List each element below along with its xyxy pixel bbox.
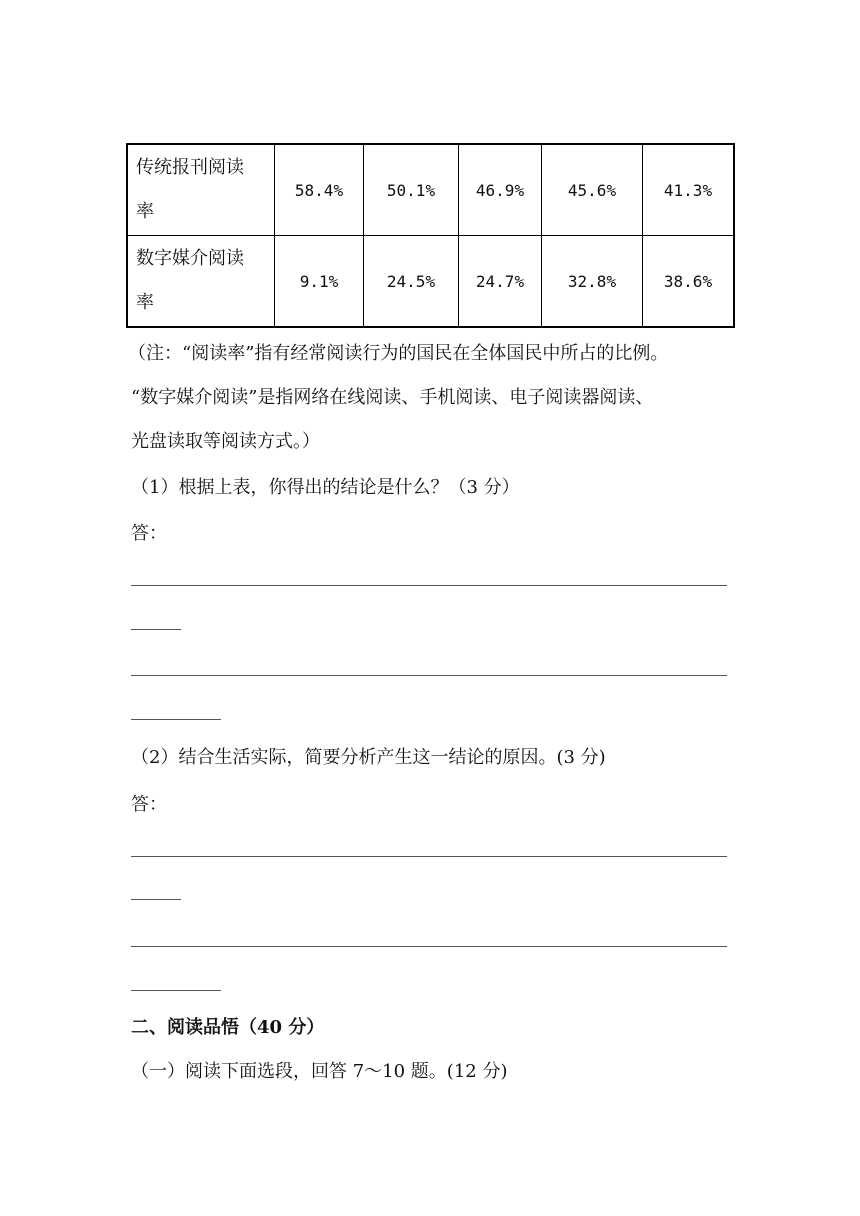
table-row bbox=[127, 144, 734, 236]
table-cell: 38.6% bbox=[643, 236, 735, 328]
row-label-line: 率 bbox=[136, 201, 154, 222]
note-line: “数字媒介阅读”是指网络在线阅读、手机阅读、电子阅读器阅读、 bbox=[131, 387, 654, 408]
row-label-line: 率 bbox=[136, 292, 154, 313]
row-label-line: 传统报刊阅读 bbox=[136, 157, 244, 178]
section-subheading: （一）阅读下面选段，回答 7～10 题。(12 分) bbox=[131, 1061, 508, 1082]
answer-line bbox=[131, 629, 181, 630]
table-cell: 24.7% bbox=[459, 236, 542, 328]
answer-line bbox=[131, 856, 727, 857]
table-row bbox=[127, 236, 734, 328]
answer-line bbox=[131, 719, 221, 720]
answer-line bbox=[131, 899, 181, 900]
section-heading: 二、阅读品悟（40 分） bbox=[131, 1017, 325, 1038]
answer-line bbox=[131, 675, 727, 676]
table-cell: 45.6% bbox=[542, 144, 643, 236]
note-line: （注：“阅读率”指有经常阅读行为的国民在全体国民中所占的比例。 bbox=[128, 343, 669, 364]
answer-label: 答： bbox=[131, 523, 167, 544]
row-label bbox=[127, 144, 275, 236]
answer-line bbox=[131, 585, 727, 586]
row-label-line: 数字媒介阅读 bbox=[136, 248, 244, 269]
table-cell: 9.1% bbox=[275, 236, 364, 328]
table-cell: 58.4% bbox=[275, 144, 364, 236]
table-cell: 24.5% bbox=[364, 236, 459, 328]
question-2: （2）结合生活实际，简要分析产生这一结论的原因。(3 分) bbox=[131, 747, 606, 768]
table-cell: 32.8% bbox=[542, 236, 643, 328]
answer-line bbox=[131, 946, 727, 947]
table-cell: 50.1% bbox=[364, 144, 459, 236]
table-cell: 41.3% bbox=[643, 144, 735, 236]
table-cell: 46.9% bbox=[459, 144, 542, 236]
answer-label: 答： bbox=[131, 794, 167, 815]
note-line: 光盘读取等阅读方式。） bbox=[131, 431, 320, 452]
reading-rate-table bbox=[126, 143, 735, 328]
answer-line bbox=[131, 990, 221, 991]
row-label bbox=[127, 236, 275, 328]
question-1: （1）根据上表，你得出的结论是什么？（3 分） bbox=[131, 477, 520, 498]
